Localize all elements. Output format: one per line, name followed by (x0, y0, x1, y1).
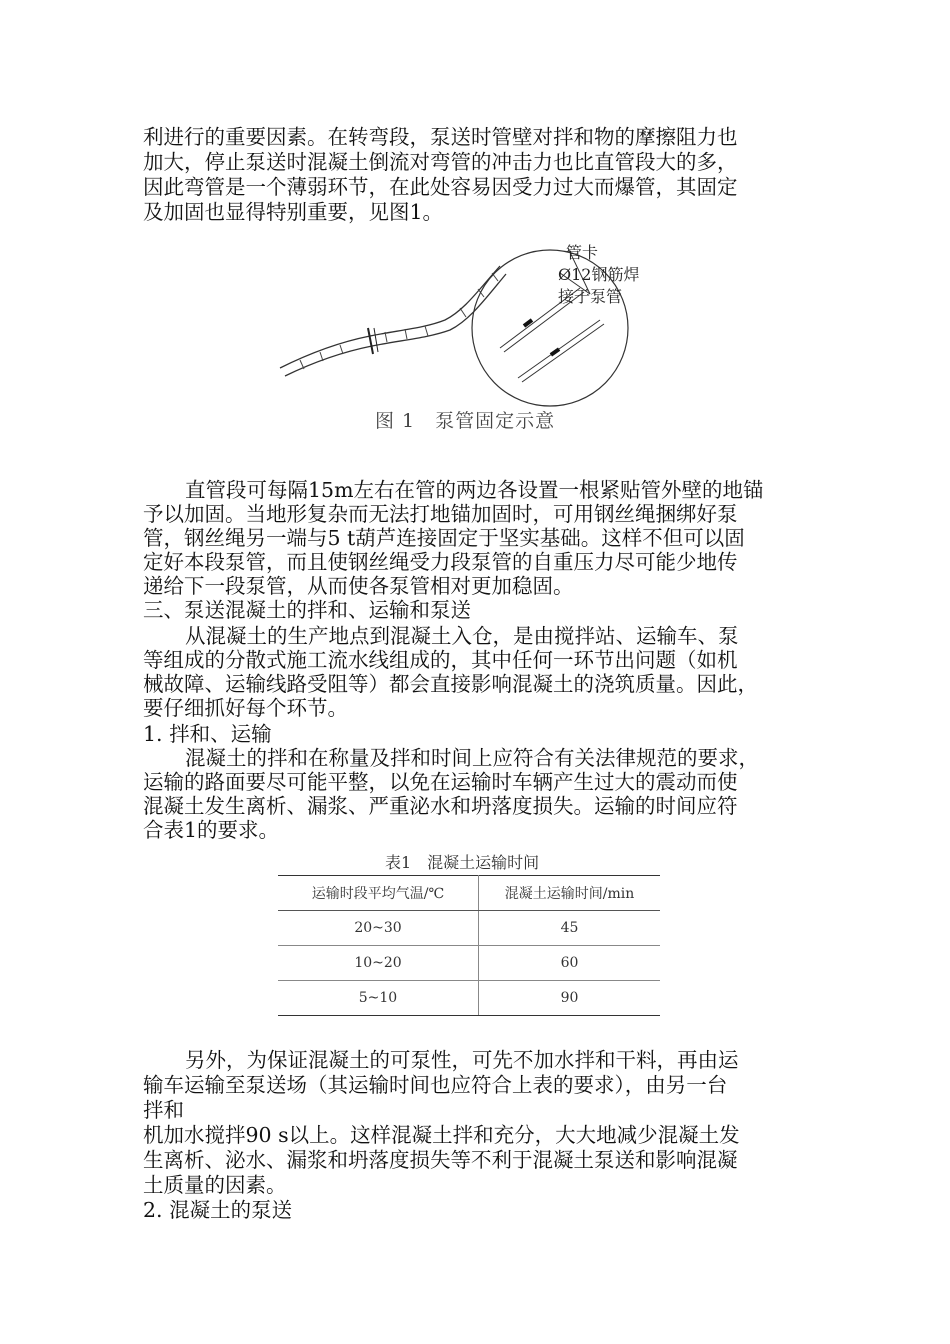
transport-time-table (278, 875, 660, 1016)
cell-temperature: 5~10 (278, 981, 479, 1016)
text-line: 定好本段泵管，而且使钢丝绳受力段泵管的自重压力尽可能少地传 (143, 550, 738, 574)
text-line: 土质量的因素。 (143, 1173, 287, 1197)
table-header-row (278, 876, 660, 911)
column-header-time: 混凝土运输时间/min (479, 876, 661, 911)
text-line: 械故障、运输线路受阻等）都会直接影响混凝土的浇筑质量。因此， (143, 672, 758, 696)
text-line: 因此弯管是一个薄弱环节，在此处容易因受力过大而爆管，其固定 (143, 175, 738, 199)
text-line: 另外，为保证混凝土的可泵性，可先不加水拌和干料，再由运 (185, 1048, 739, 1072)
cell-time: 45 (479, 911, 661, 946)
text-line: 等组成的分散式施工流水线组成的，其中任何一环节出问题（如机 (143, 648, 738, 672)
cell-temperature: 20~30 (278, 911, 479, 946)
text-line: 运输的路面要尽可能平整，以免在运输时车辆产生过大的震动而使 (143, 770, 738, 794)
cell-temperature: 10~20 (278, 946, 479, 981)
table-caption: 表1 混凝土运输时间 (385, 853, 540, 872)
text-line: 直管段可每隔15m左右在管的两边各设置一根紧贴管外壁的地锚 (185, 478, 764, 502)
text-line: 输车运输至泵送场（其运输时间也应符合上表的要求），由另一台 (143, 1073, 728, 1097)
text-line: 生离析、泌水、漏浆和坍落度损失等不利于混凝土泵送和影响混凝 (143, 1148, 738, 1172)
text-line: 要仔细抓好每个环节。 (143, 696, 348, 720)
section-heading: 三、泵送混凝土的拌和、运输和泵送 (143, 598, 471, 622)
text-line: 机加水搅拌90 s以上。这样混凝土拌和充分，大大地减少混凝土发 (143, 1123, 740, 1147)
cell-time: 90 (479, 981, 661, 1016)
text-line: 从混凝土的生产地点到混凝土入仓，是由搅拌站、运输车、泵 (185, 624, 739, 648)
text-line: 及加固也显得特别重要，见图1。 (143, 200, 444, 224)
column-header-temperature: 运输时段平均气温/℃ (278, 876, 479, 911)
text-line: 管，钢丝绳另一端与5 t葫芦连接固定于坚实基础。这样不但可以固 (143, 526, 745, 550)
text-line: 混凝土发生离析、漏浆、严重泌水和坍落度损失。运输的时间应符 (143, 794, 738, 818)
text-line: 合表1的要求。 (143, 818, 280, 842)
subsection-heading: 2. 混凝土的泵送 (143, 1198, 293, 1222)
table-row (278, 911, 660, 946)
label-pipe-clamp: 管卡 (566, 243, 599, 262)
text-line: 混凝土的拌和在称量及拌和时间上应符合有关法律规范的要求， (185, 746, 759, 770)
text-line: 予以加固。当地形复杂而无法打地锚加固时，可用钢丝绳捆绑好泵 (143, 502, 738, 526)
cell-time: 60 (479, 946, 661, 981)
text-line: 拌和 (143, 1098, 184, 1122)
text-line: 加大，停止泵送时混凝土倒流对弯管的冲击力也比直管段大的多， (143, 150, 738, 174)
table-row (278, 946, 660, 981)
text-line: 递给下一段泵管，从而使各泵管相对更加稳固。 (143, 574, 574, 598)
subsection-heading: 1. 拌和、运输 (143, 722, 272, 746)
table-row (278, 981, 660, 1016)
figure-caption: 图 1 泵管固定示意 (375, 410, 556, 432)
text-line: 利进行的重要因素。在转弯段，泵送时管壁对拌和物的摩擦阻力也 (143, 125, 738, 149)
label-attached-pipe: 接于泵管 (558, 287, 623, 306)
label-rebar-weld: Ø12钢筋焊 (558, 265, 640, 284)
